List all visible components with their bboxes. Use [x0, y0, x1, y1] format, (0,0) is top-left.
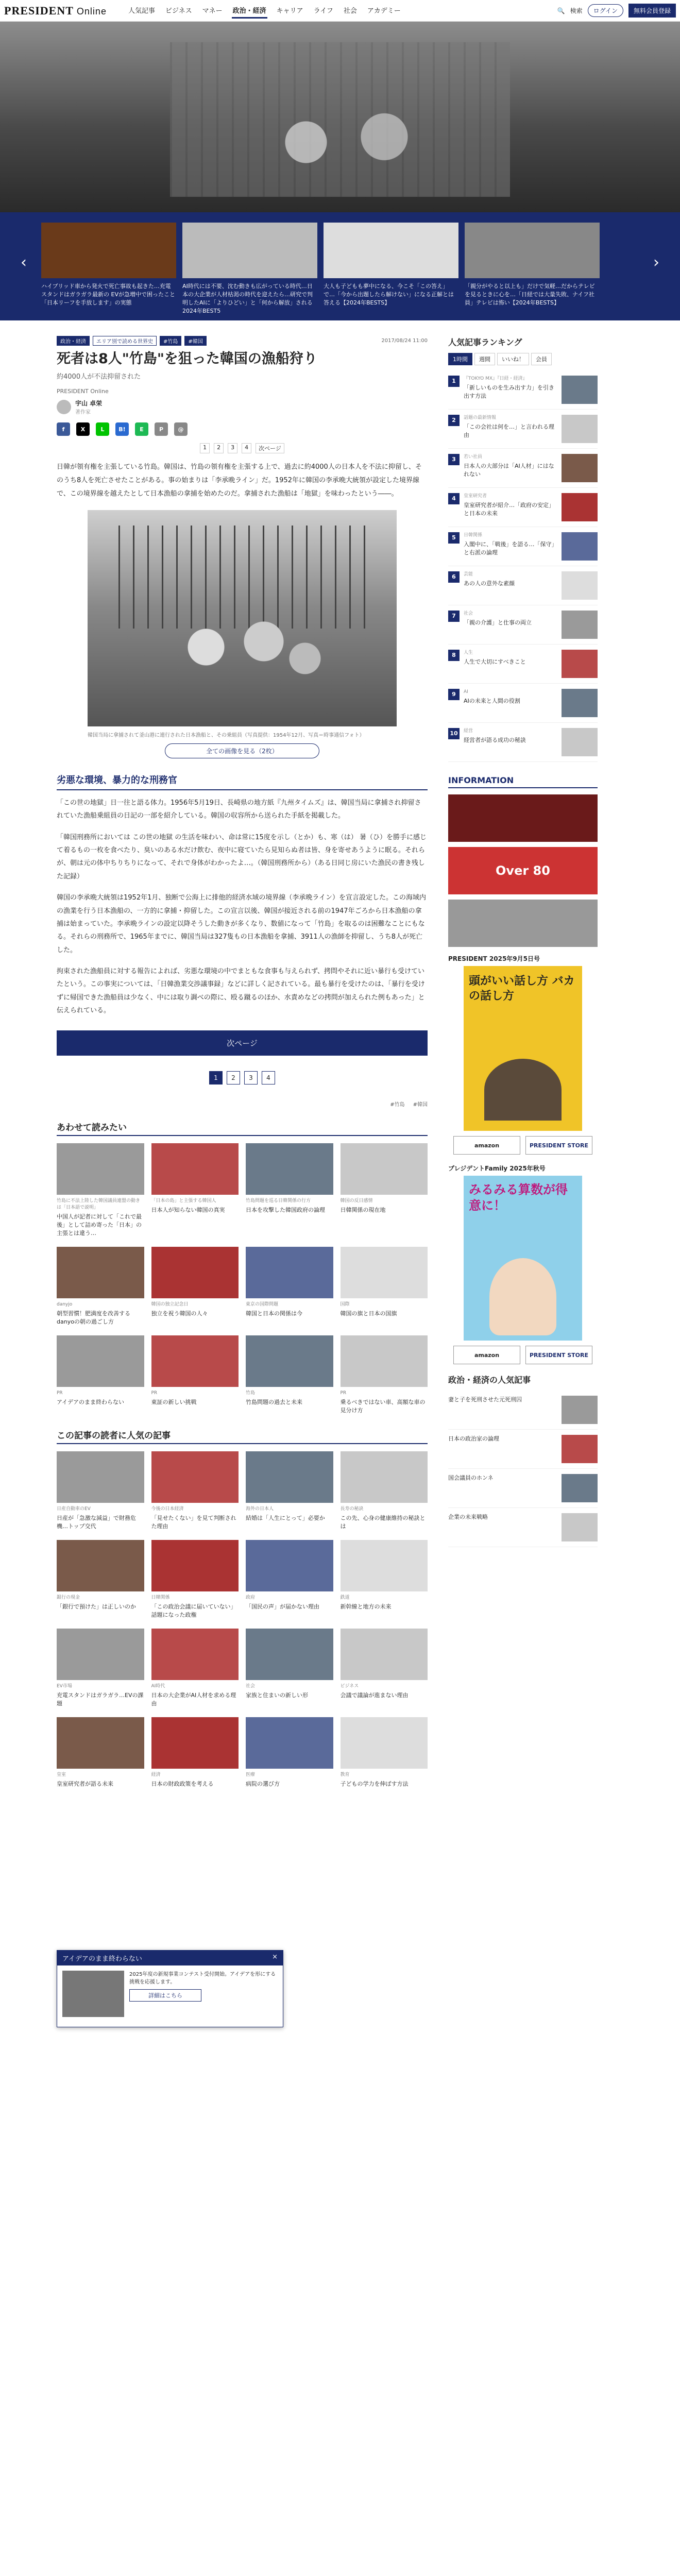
- ranking-number: 1: [448, 376, 460, 387]
- article-card[interactable]: [341, 1451, 428, 1531]
- tag[interactable]: エリア別で読める世界史: [93, 336, 157, 346]
- article-card[interactable]: [341, 1247, 428, 1326]
- article-card[interactable]: [57, 1451, 144, 1531]
- article-thumb: [246, 1335, 333, 1387]
- view-all-images-button[interactable]: 全ての画像を見る（2枚）: [165, 743, 319, 758]
- article-card-title: 朝型習慣！肥満度を改善するdanyoの朝の過ごし方: [57, 1310, 130, 1326]
- article-thumb: [151, 1451, 239, 1503]
- article-card-kicker: PR: [340, 1391, 347, 1396]
- article-paragraph: 韓国の李承晩大統領は1952年1月、独断で公海上に排他的経済水域の境界線（李承晩ライン）を宣言設定した。この海域内の漁業を行う日本漁船の、一方的に拿捕・抑留した。この宣言以後、韓国が接近される前の1947年ごろから日本漁船の拿捕は始まっていた。李承晩ラインの設定以降そうした動きが多くなり、数値になって「竹島」を取るのは困難なことにもなる。それらの刑務所で、1965年までに、韓国当局は327隻もの日本漁船を拿捕、3911人の漁師を抑留し、うち8人が死亡した。: [57, 894, 426, 954]
- ranking-kicker: 『TOKYO MX』『日経・経済』: [464, 376, 528, 381]
- sidebar: [448, 336, 598, 1802]
- article-card-kicker: 皇室: [57, 1772, 66, 1777]
- article-card-kicker: 教育: [340, 1772, 350, 1777]
- carousel-next-icon[interactable]: ›: [653, 253, 659, 272]
- mail-icon[interactable]: @: [174, 422, 188, 436]
- article-thumb: [57, 1451, 144, 1503]
- article-subtitle: 約4000人が不法抑留された: [57, 373, 141, 381]
- ranking-text: [464, 650, 557, 678]
- article-thumb: [151, 1629, 239, 1680]
- ranking-item[interactable]: [448, 410, 598, 449]
- store-button[interactable]: PRESIDENT STORE: [525, 1346, 592, 1364]
- featured-carousel: [0, 212, 680, 320]
- line-icon[interactable]: L: [96, 422, 109, 436]
- article-thumb: [341, 1451, 428, 1503]
- nav-item[interactable]: キャリア: [276, 7, 303, 15]
- article-card[interactable]: [151, 1451, 239, 1531]
- article-card-kicker: 竹島に不法上陸した韓国議員連盟の動きは「日本語で説明」: [57, 1198, 141, 1211]
- photo-caption: 韓国当局に拿捕されて釜山港に連行された日本漁船と、その乗組員（写真提供：1954年12月、写真＝時事通信フォト）: [88, 733, 365, 739]
- article-card-title: 日本の財政政策を考える: [151, 1780, 214, 1787]
- amazon-button[interactable]: amazon: [453, 1346, 520, 1364]
- ranking-kicker: 皇室研究者: [464, 494, 487, 499]
- article-card-title: 「見せたくない」を見て判断された理由: [151, 1515, 236, 1530]
- ranking-kicker: 経営: [464, 728, 473, 734]
- ranking-title-text: あの人の意外な素顔: [464, 580, 515, 587]
- article-card-title: 乗るべきではない車、高額な車の見分け方: [340, 1399, 426, 1414]
- article-card[interactable]: [57, 1143, 144, 1238]
- article-card-kicker: 社会: [246, 1683, 256, 1689]
- magazine-cover-title: みるみる算数が得意に！: [469, 1182, 568, 1213]
- article-thumb: [341, 1143, 428, 1195]
- page-link[interactable]: 2: [214, 443, 224, 453]
- article-card[interactable]: [57, 1335, 144, 1415]
- logo-sub: Online: [76, 6, 107, 16]
- article-card-title: 韓国と日本の関係は今: [246, 1310, 302, 1317]
- print-icon[interactable]: P: [155, 422, 168, 436]
- author-role: 著作家: [75, 410, 91, 416]
- article-paragraph: 「この世の地獄」日一往と語る体力。1956年5月19日、長崎県の地方紙『九州タイムズ』は、韓国当局に拿捕され抑留されていた漁船乗組員の日記の一部を紹介している。韓国の収容所から送られた手紙を掲載した。: [57, 799, 421, 820]
- article-card[interactable]: [246, 1451, 333, 1531]
- info-banner[interactable]: Over 80: [448, 847, 598, 894]
- article-thumb: [341, 1717, 428, 1769]
- article-card[interactable]: [246, 1143, 333, 1238]
- article-card-title: 韓国の旗と日本の国旗: [340, 1310, 397, 1317]
- article-card-kicker: 今後の日本経済: [151, 1506, 184, 1512]
- article-card-kicker: danyjo: [57, 1302, 73, 1308]
- ranking-text: [464, 571, 557, 600]
- politics-thumb: [562, 1396, 598, 1424]
- nav-item[interactable]: マネー: [202, 7, 223, 15]
- page-link[interactable]: 4: [242, 443, 251, 453]
- article-card-kicker: 銀行の現金: [57, 1595, 80, 1600]
- related-tags: [57, 1100, 428, 1108]
- article-thumb: [341, 1629, 428, 1680]
- ranking-tabs: [448, 353, 598, 365]
- login-button[interactable]: ログイン: [588, 4, 623, 17]
- ranking-thumb: [562, 376, 598, 404]
- ranking-kicker: 日韓関係: [464, 533, 483, 538]
- tag[interactable]: 政治・経済: [57, 336, 90, 346]
- article-thumb: [246, 1143, 333, 1195]
- ranking-text: [464, 493, 557, 521]
- also-read-title: あわせて読みたい: [57, 1120, 428, 1136]
- article-card-title: 日本を攻撃した韓国政府の論理: [246, 1207, 325, 1214]
- nav-item-active[interactable]: 政治・経済: [232, 3, 267, 19]
- politics-item-title: 国会議員のホンネ: [448, 1475, 494, 1481]
- article-card[interactable]: [151, 1717, 239, 1788]
- readers-popular-title: この記事の読者に人気の記事: [57, 1428, 428, 1444]
- ranking-tab[interactable]: 週間: [474, 353, 495, 365]
- page-link[interactable]: 4: [262, 1071, 275, 1084]
- popup-title: アイデアのまま終わらない: [62, 1955, 142, 1963]
- carousel-item-text: AI時代には不要、沈む動きも広がっている時代…日本の大企業が人材枯渇の時代を迎えたら…研究で判明したAIに「よりひどい」と「何から解放」される2024年BEST5: [182, 283, 313, 314]
- article-thumb: [151, 1335, 239, 1387]
- info-banner[interactable]: [448, 900, 598, 947]
- article-card-title: 皇室研究者が語る未来: [57, 1780, 113, 1787]
- article-card-title: この先、心身の健康維持の秘訣とは: [340, 1515, 426, 1530]
- politics-popular-title: 政治・経済の人気記事: [448, 1375, 531, 1385]
- politics-item-title: 妻と子を死刑させた元死刑囚: [448, 1396, 522, 1403]
- nav-item[interactable]: 人気記事: [128, 7, 155, 15]
- ranking-text: [464, 376, 557, 404]
- politics-item-title: 日本の政治家の論理: [448, 1435, 499, 1442]
- carousel-item[interactable]: [465, 223, 600, 315]
- pagination: [57, 1071, 428, 1084]
- evernote-icon[interactable]: E: [135, 422, 148, 436]
- politics-popular-list: [448, 1391, 598, 1547]
- carousel-item[interactable]: [324, 223, 458, 315]
- article-thumb: [151, 1717, 239, 1769]
- ranking-text: [464, 611, 557, 639]
- ranking-kicker: 若い社員: [464, 454, 483, 460]
- article-card-kicker: 日産自動車のEV: [57, 1506, 91, 1512]
- ranking-thumb: [562, 454, 598, 482]
- article-card[interactable]: [341, 1629, 428, 1708]
- ranking-title-text: 日本人の大部分は「AI人材」にはなれない: [464, 463, 554, 478]
- article-card[interactable]: [151, 1629, 239, 1708]
- ranking-title-text: 「新しいものを生み出す力」を引き出す方法: [464, 384, 554, 399]
- article-card-title: 会議で議論が進まない理由: [340, 1691, 409, 1699]
- magazine-cover[interactable]: [464, 966, 582, 1131]
- carousel-item[interactable]: [182, 223, 317, 315]
- page-link[interactable]: 3: [244, 1071, 258, 1084]
- hero-image: [0, 22, 680, 212]
- ranking-number: 8: [448, 650, 460, 661]
- ranking-title-text: AIの未来と人間の役割: [464, 698, 520, 705]
- article-card[interactable]: [341, 1143, 428, 1238]
- article-card-title: 独立を祝う韓国の人々: [151, 1310, 208, 1317]
- article-card-title: 日産が「急激な減益」で財務危機…トップ交代: [57, 1515, 136, 1530]
- article-card-title: 「銀行で預けた」は正しいのか: [57, 1603, 136, 1610]
- amazon-button[interactable]: amazon: [453, 1136, 520, 1155]
- article-card[interactable]: [57, 1717, 144, 1788]
- ranking-item[interactable]: [448, 488, 598, 527]
- article-card[interactable]: [246, 1629, 333, 1708]
- article-card[interactable]: [151, 1335, 239, 1415]
- ranking-number: 9: [448, 689, 460, 700]
- ranking-kicker: 人生: [464, 650, 473, 655]
- article-card[interactable]: [151, 1247, 239, 1326]
- article-card-kicker: ビジネス: [340, 1683, 359, 1689]
- ranking-text: [464, 532, 557, 561]
- article-card[interactable]: [246, 1540, 333, 1619]
- nav-item[interactable]: アカデミー: [367, 7, 401, 15]
- ranking-title-text: 人生で大切にすべきこと: [464, 658, 526, 666]
- page-link[interactable]: 1: [209, 1071, 223, 1084]
- politics-item[interactable]: [448, 1391, 598, 1430]
- store-button[interactable]: PRESIDENT STORE: [525, 1136, 592, 1155]
- search-label[interactable]: 検索: [570, 7, 583, 14]
- nav-item[interactable]: 社会: [343, 7, 357, 15]
- article-thumb: [341, 1247, 428, 1298]
- article-card-title: 結婚は「人生にとって」必要か: [246, 1515, 325, 1522]
- article-card[interactable]: [341, 1540, 428, 1619]
- page-link[interactable]: 1: [200, 443, 210, 453]
- ranking-item[interactable]: [448, 605, 598, 645]
- carousel-prev-icon[interactable]: ‹: [21, 253, 27, 272]
- ranking-kicker: AI: [464, 689, 468, 694]
- article-card-kicker: EV市場: [57, 1683, 72, 1689]
- ranking-item[interactable]: [448, 645, 598, 684]
- article-card-kicker: AI時代: [151, 1683, 165, 1689]
- ranking-tab[interactable]: 1時間: [448, 353, 472, 365]
- carousel-item-text: ハイブリッド車から発火で死亡事故も起きた…充電スタンドはガラガラ最新の EVが急増中で困ったこと「日本リーフを手放します」の実態: [41, 283, 175, 306]
- article-card[interactable]: [341, 1335, 428, 1415]
- article-card-title: 東証の新しい挑戦: [151, 1399, 197, 1406]
- tag[interactable]: #竹島: [160, 336, 181, 346]
- nav-item[interactable]: ビジネス: [165, 7, 192, 15]
- politics-item-title: 企業の未来戦略: [448, 1514, 488, 1520]
- ranking-item[interactable]: [448, 566, 598, 605]
- article-thumb: [57, 1717, 144, 1769]
- article-card[interactable]: [246, 1717, 333, 1788]
- article-card-title: 竹島問題の過去と未来: [246, 1399, 302, 1406]
- ranking-thumb: [562, 493, 598, 521]
- politics-thumb: [562, 1474, 598, 1502]
- ranking-kicker: 芸能: [464, 572, 473, 577]
- magazine-cover[interactable]: [464, 1176, 582, 1341]
- article-card-kicker: 東京の国際問題: [246, 1302, 279, 1308]
- ranking-kicker: 話題の最新情報: [464, 415, 497, 420]
- article-card-kicker: 政府: [246, 1595, 256, 1600]
- article-card-kicker: 竹島: [246, 1391, 256, 1396]
- popup-text: 2025年度の新規事業コンテスト受付開始。アイデアを形にする挑戦を応援します。: [129, 1972, 276, 1985]
- avatar: [57, 400, 71, 414]
- magazine-cover-title: 頭がいい話し方 バカの話し方: [469, 975, 575, 1003]
- ranking-kicker: 社会: [464, 611, 473, 616]
- article-card-kicker: 鉄道: [340, 1595, 350, 1600]
- ranking-item[interactable]: [448, 723, 598, 762]
- article-paragraph: 「韓国刑務所においては この世の地獄 の生活を味わい、命は常に15度を示し（とか）も、寒（は） 暑（ひ）を勝手に感じて着るもの一枚を食べたり、臭いのある水だけ飲む、夜中に寝ていたら見知らぬ者は皆、身を寄せあうように眠る。それらが、朝は元の体中ちりちりになって、それで身体がわかったよ…。（韓国刑務所から）（ある日同じ房にいた漁民の書き残した記録）: [57, 833, 427, 880]
- article-card-title: 新幹線と地方の未来: [340, 1603, 392, 1610]
- section-heading: 劣悪な環境、暴力的な刑務官: [57, 773, 428, 790]
- politics-item[interactable]: [448, 1430, 598, 1469]
- article-card-kicker: 経済: [151, 1772, 161, 1777]
- article-card-title: 日本の大企業がAI人材を求める理由: [151, 1691, 236, 1707]
- ranking-number: 6: [448, 571, 460, 583]
- article-photo[interactable]: [88, 510, 397, 726]
- politics-item[interactable]: [448, 1508, 598, 1547]
- article-card-kicker: PR: [57, 1391, 63, 1396]
- article-thumb: [246, 1247, 333, 1298]
- article-column: [57, 336, 428, 1802]
- hatena-icon[interactable]: B!: [115, 422, 129, 436]
- related-tag[interactable]: #竹島: [390, 1102, 405, 1108]
- author-block[interactable]: [57, 399, 428, 415]
- article-thumb: [57, 1247, 144, 1298]
- info-banner[interactable]: [448, 794, 598, 842]
- article-thumb: [57, 1143, 144, 1195]
- article-card-kicker: 韓国の独立記念日: [151, 1302, 189, 1308]
- ranking-number: 10: [448, 728, 460, 739]
- ranking-title-text: 経営者が語る成功の秘訣: [464, 737, 526, 744]
- ranking-number: 4: [448, 493, 460, 504]
- article-card-title: 充電スタンドはガラガラ…EVの課題: [57, 1691, 144, 1707]
- article-card[interactable]: [57, 1540, 144, 1619]
- article-thumb: [151, 1143, 239, 1195]
- politics-thumb: [562, 1435, 598, 1463]
- page-nav-top: [57, 443, 428, 453]
- article-card[interactable]: [246, 1335, 333, 1415]
- ranking-number: 2: [448, 415, 460, 426]
- article-card-kicker: 韓国の反日感情: [340, 1198, 373, 1204]
- popup-image: [62, 1971, 124, 2017]
- ranking-number: 5: [448, 532, 460, 544]
- facebook-icon[interactable]: f: [57, 422, 70, 436]
- article-card[interactable]: [57, 1247, 144, 1326]
- main-nav: [127, 3, 402, 19]
- article-thumb: [246, 1451, 333, 1503]
- ranking-thumb: [562, 689, 598, 717]
- magazine-label: プレジデントFamily 2025年秋号: [448, 1165, 546, 1172]
- also-read-grid: [57, 1143, 428, 1415]
- article-card-kicker: PR: [151, 1391, 158, 1396]
- article-thumb: [57, 1540, 144, 1591]
- next-page-button[interactable]: 次ページ: [57, 1030, 428, 1056]
- site-logo[interactable]: [4, 4, 107, 18]
- tag[interactable]: #韓国: [184, 336, 206, 346]
- article-card-title: 「国民の声」が届かない理由: [246, 1603, 319, 1610]
- ranking-title-text: 入閣中に、「戦後」を語る…「保守」と右派の論理: [464, 541, 557, 556]
- ranking-text: [464, 728, 557, 756]
- article-date: 2017/08/24 11:00: [381, 338, 428, 344]
- article-thumb: [57, 1335, 144, 1387]
- promo-popup[interactable]: [57, 1950, 283, 2027]
- ranking-title-text: 「親の介護」と仕事の両立: [464, 619, 532, 626]
- next-page-link[interactable]: 次ページ: [256, 443, 284, 453]
- article-card-title: 日韓関係の現在地: [340, 1207, 386, 1214]
- article-card-kicker: 医療: [246, 1772, 256, 1777]
- related-tag[interactable]: #韓国: [413, 1102, 428, 1108]
- page-link[interactable]: 3: [228, 443, 237, 453]
- article-thumb: [341, 1335, 428, 1387]
- ranking-text: [464, 689, 557, 717]
- article-thumb: [57, 1629, 144, 1680]
- article-card[interactable]: [341, 1717, 428, 1788]
- x-icon[interactable]: X: [76, 422, 90, 436]
- close-icon[interactable]: ×: [272, 1953, 278, 1961]
- article-thumb: [341, 1540, 428, 1591]
- article-card-title: アイデアのまま終わらない: [57, 1399, 125, 1406]
- carousel-item[interactable]: [41, 223, 176, 315]
- article-card-title: 中国人が記者に対して「これで最後」として詰め寄った「日本」の主張とは違う…: [57, 1213, 142, 1237]
- author-name: 宇山 卓栄: [75, 400, 103, 408]
- search-icon[interactable]: 🔍: [557, 7, 565, 14]
- politics-thumb: [562, 1513, 598, 1541]
- article-paragraph: 拘束された漁船員に対する報告によれば、劣悪な環境の中でまともな食事も与えられず、拷問やそれに近い暴行も受けていたという。この事実については、「日韓漁業交渉議事録」などに詳しく記されている。最も暴行を受けたのは、「暴行を受けずに帰国できた漁船員は少なく、中には取り調べの際に、殴る蹴るのほか、水責めなどの拷問が加えられた例もあった」と伝えられている。: [57, 967, 425, 1014]
- politics-item[interactable]: [448, 1469, 598, 1508]
- article-card-kicker: 日韓関係: [151, 1595, 170, 1600]
- article-card-kicker: 長寿の秘訣: [340, 1506, 364, 1512]
- ranking-tab[interactable]: いいね！: [497, 353, 529, 365]
- ranking-item[interactable]: [448, 449, 598, 488]
- ranking-title-text: 皇室研究者が紹介…「政府の安定」と日本の未来: [464, 502, 554, 517]
- ranking-title-text: 「この会社は何を…」と言われる理由: [464, 423, 554, 438]
- popup-detail-button[interactable]: 詳細はこちら: [129, 1989, 201, 2002]
- article-card-title: 病院の選び方: [246, 1780, 280, 1787]
- article-thumb: [246, 1540, 333, 1591]
- share-bar: [57, 422, 428, 436]
- article-card-title: 子どもの学力を伸ばす方法: [340, 1780, 409, 1787]
- article-card[interactable]: [151, 1540, 239, 1619]
- ranking-number: 7: [448, 611, 460, 622]
- article-card-title: 日本人が知らない韓国の真実: [151, 1207, 225, 1214]
- signup-button[interactable]: 無料会員登録: [628, 4, 676, 18]
- ranking-text: [464, 454, 557, 482]
- ranking-item[interactable]: [448, 527, 598, 566]
- ranking-thumb: [562, 650, 598, 678]
- article-card[interactable]: [151, 1143, 239, 1238]
- article-card[interactable]: [57, 1629, 144, 1708]
- page-link[interactable]: 2: [227, 1071, 240, 1084]
- article-thumb: [151, 1247, 239, 1298]
- article-title: 死者は8人"竹島"を狙った韓国の漁船狩り: [57, 351, 317, 367]
- ranking-text: [464, 415, 557, 443]
- information-title: INFORMATION: [448, 775, 598, 788]
- logo-text: PRESIDENT: [4, 4, 74, 17]
- article-card[interactable]: [246, 1247, 333, 1326]
- ranking-thumb: [562, 728, 598, 756]
- ranking-number: 3: [448, 454, 460, 465]
- article-card-title: 家族と住まいの新しい形: [246, 1691, 308, 1699]
- ranking-tab[interactable]: 会員: [531, 353, 552, 365]
- ranking-thumb: [562, 571, 598, 600]
- magazine-label: PRESIDENT 2025年9月5日号: [448, 955, 540, 962]
- nav-item[interactable]: ライフ: [313, 7, 333, 15]
- site-header: [0, 0, 680, 22]
- carousel-item-text: 大人も子どもも夢中になる、今こそ「この答え」で…「今から出題したら解けない」になる正解とは答える【2024年BESTS】: [324, 283, 454, 306]
- article-thumb: [151, 1540, 239, 1591]
- ranking-thumb: [562, 415, 598, 443]
- ranking-list: [448, 370, 598, 762]
- ranking-thumb: [562, 611, 598, 639]
- ranking-item[interactable]: [448, 370, 598, 410]
- article-card-kicker: 海外の日本人: [246, 1506, 274, 1512]
- article-thumb: [246, 1717, 333, 1769]
- article-lead: 日韓が領有権を主張している竹島。韓国は、竹島の領有権を主張する上で、過去に約4000人の日本人を不法に抑留し、そのうち8人を死亡させたことがある。事の始まりは「李承晩ライン」だ。1952年に韓国の李承晩大統領が設定した境界線で、この境界線を越えたとして日本漁船の拿捕を始めたのだ。拿捕された漁船は「地獄」を味わったという――。: [57, 463, 422, 498]
- ranking-thumb: [562, 532, 598, 561]
- article-card-kicker: 国際: [340, 1302, 350, 1308]
- article-card-kicker: 「日本の島」と主張する韓国人: [151, 1198, 216, 1204]
- publisher: PRESIDENT Online: [57, 388, 109, 395]
- ranking-item[interactable]: [448, 684, 598, 723]
- carousel-item-text: 「親分がやると以上も」だけで気軽…だからテレビを見るときに心を…「日経では大量失敗、ナイフ社員」テレビは怖い【2024年BESTS】: [465, 283, 595, 306]
- article-card-title: 「この政治会議に届いていない」話題になった政権: [151, 1603, 236, 1618]
- article-card-kicker: 竹島問題を巡る日韓関係の行方: [246, 1198, 311, 1204]
- ranking-title: 人気記事ランキング: [448, 337, 522, 347]
- article-thumb: [246, 1629, 333, 1680]
- readers-popular-grid: [57, 1451, 428, 1788]
